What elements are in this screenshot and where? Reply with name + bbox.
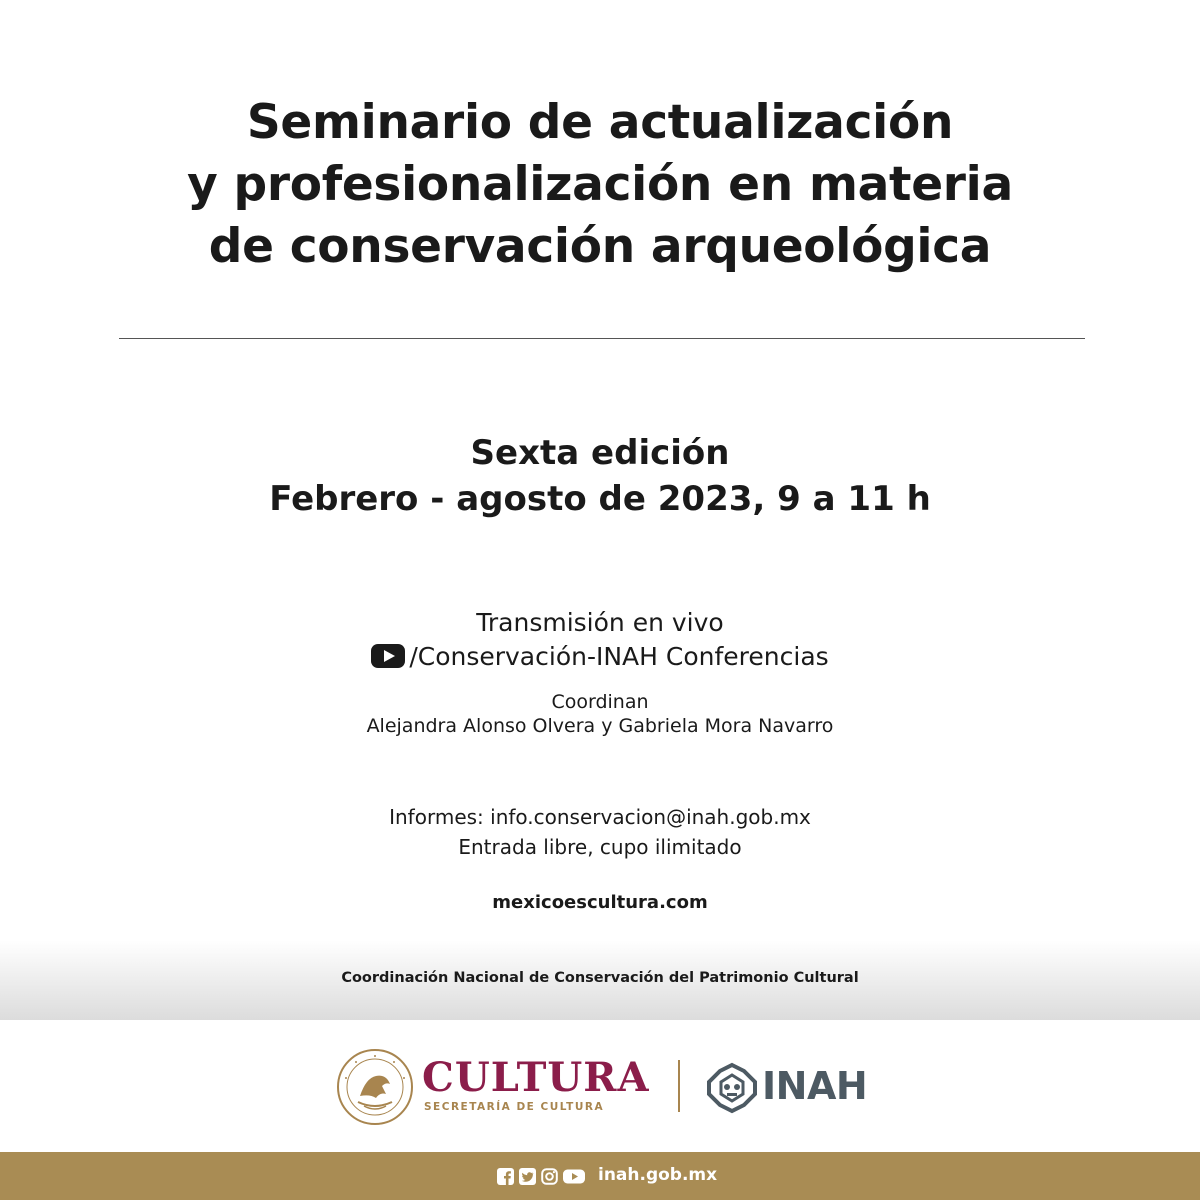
organizer-name: Coordinación Nacional de Conservación del Patrimonio Cultural [341,970,859,986]
coordination-block [0,690,1200,738]
website-link[interactable]: mexicoescultura.com [492,892,708,913]
youtube-icon[interactable] [563,1168,585,1185]
stream-heading: Transmisión en vivo [476,608,724,637]
title-line-3: de conservación arqueológica [208,219,992,274]
stream-channel: /Conservación-INAH Conferencias [409,642,829,671]
cultura-logo-subtitle: SECRETARÍA DE CULTURA [424,1101,605,1113]
mexican-coat-of-arms-seal-icon [336,1048,414,1126]
logo-divider [678,1060,680,1112]
inah-logo-text: INAH [762,1064,868,1108]
edition-dates: Febrero - agosto de 2023, 9 a 11 h [269,479,931,519]
edition-label: Sexta edición [470,433,730,473]
edition-block [0,430,1200,522]
contact-email[interactable]: Informes: info.conservacion@inah.gob.mx [389,805,811,829]
logos-row [0,1020,1200,1152]
coordination-label: Coordinan [551,691,649,713]
coordination-names: Alejandra Alonso Olvera y Gabriela Mora Navarro [366,715,834,737]
poster-title [0,92,1200,278]
entry-info: Entrada libre, cupo ilimitado [458,835,742,859]
footer-url[interactable]: inah.gob.mx [598,1165,718,1185]
contact-block [0,802,1200,862]
inah-emblem-icon [706,1062,758,1114]
instagram-icon[interactable] [541,1168,558,1185]
facebook-icon[interactable] [497,1168,514,1185]
cultura-logo-text: CULTURA [422,1054,650,1101]
stream-block [0,606,1200,674]
footer-bar [0,1152,1200,1200]
twitter-icon[interactable] [519,1168,536,1185]
title-line-2: y profesionalización en materia [187,157,1013,212]
title-line-1: Seminario de actualización [246,95,954,150]
title-divider [119,338,1085,339]
youtube-icon [371,644,405,668]
stream-channel-line[interactable] [0,640,1200,674]
social-icons [497,1168,585,1186]
